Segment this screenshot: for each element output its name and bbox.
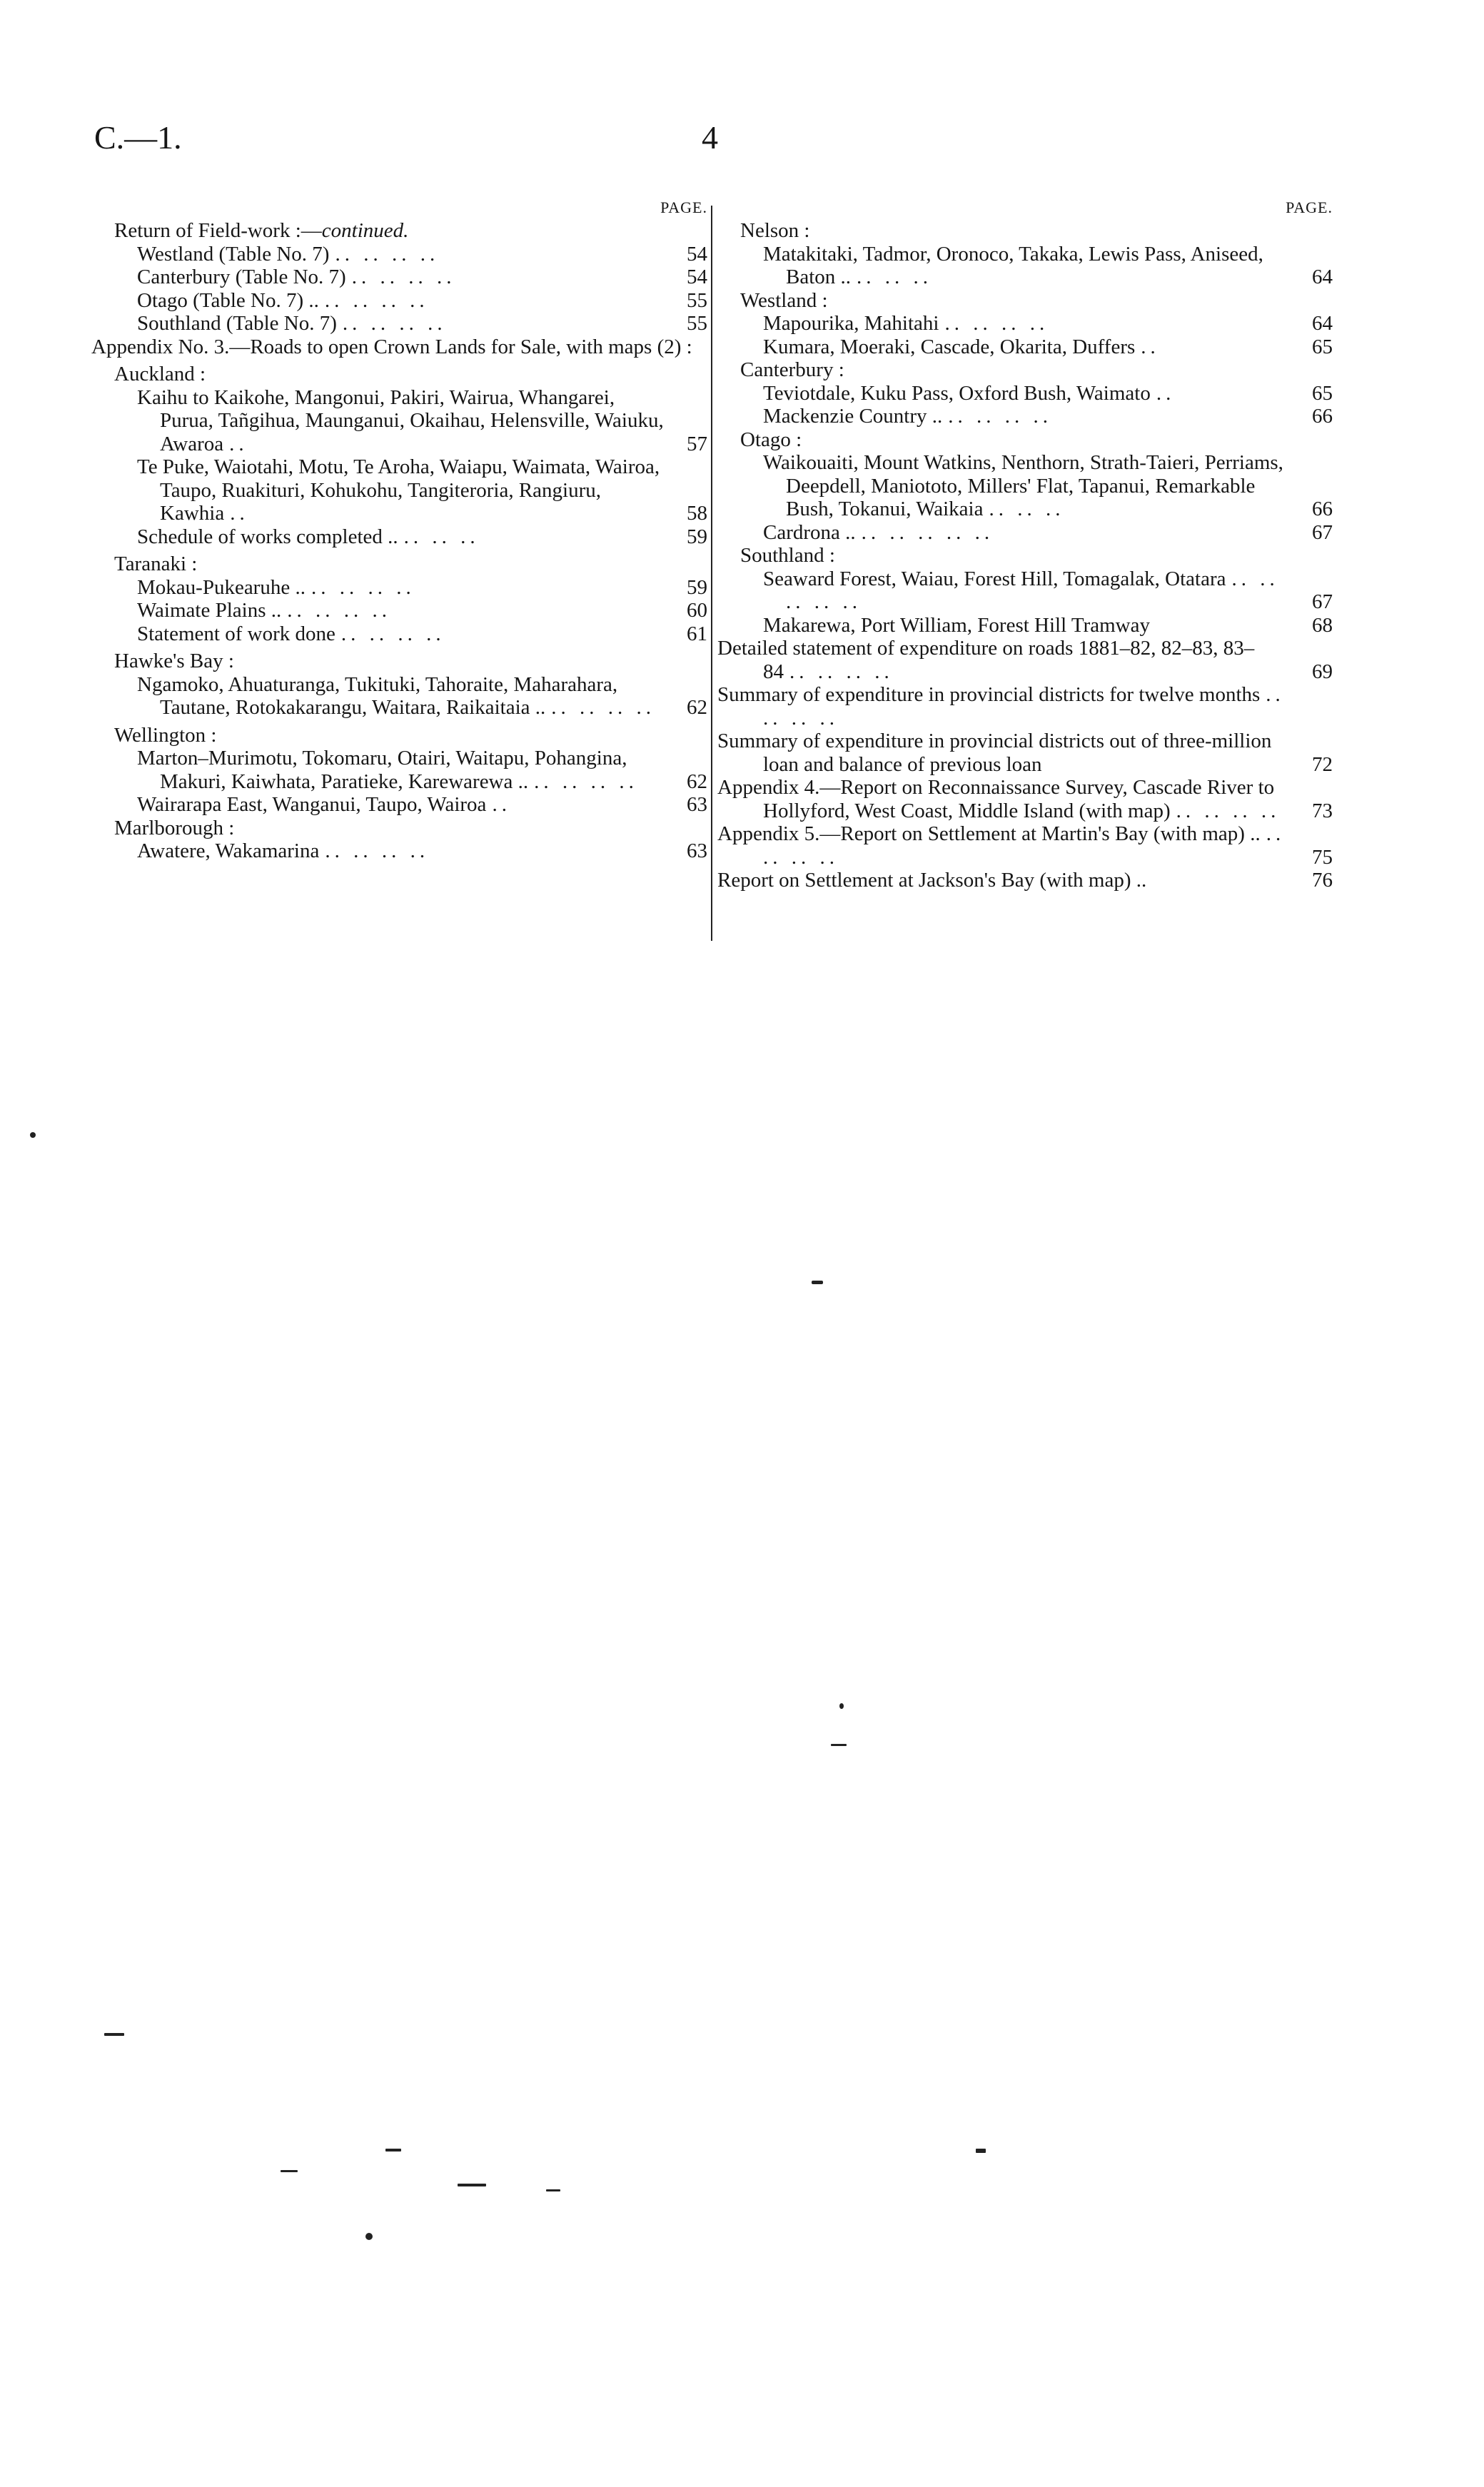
right-column xyxy=(717,196,1333,892)
entry-leader: .. .. .. .. xyxy=(789,660,894,683)
toc-entry xyxy=(91,312,707,336)
entry-leader: .. .. .. xyxy=(403,525,480,548)
entry-leader: .. .. .. .. xyxy=(763,683,1285,730)
entry-page: 55 xyxy=(687,312,707,335)
scan-speck xyxy=(385,2149,401,2151)
entry-label: Matakitaki, Tadmor, Oronoco, Takaka, Lewis Pass, Aniseed, Baton .. xyxy=(763,242,1263,288)
entry-page: 58 xyxy=(687,502,707,525)
entry-label: Mackenzie Country .. xyxy=(763,405,943,428)
entry-label: Seaward Forest, Waiau, Forest Hill, Tomagalak, Otatara xyxy=(763,567,1226,590)
appendix-3-heading: Appendix No. 3.—Roads to open Crown Lands for Sale, with maps (2) : xyxy=(91,335,692,358)
region-heading-hawkes-bay: Hawke's Bay : xyxy=(114,650,234,672)
entry-page: 69 xyxy=(1312,660,1333,683)
entry-page: 67 xyxy=(1312,520,1333,544)
entry-page: 62 xyxy=(687,696,707,719)
entry-leader: .. .. .. .. xyxy=(1176,799,1281,822)
entry-label: Detailed statement of expenditure on roads 1881–82, 82–83, 83–84 xyxy=(717,637,1255,683)
entry-label: Schedule of works completed .. xyxy=(137,525,398,548)
toc-entry xyxy=(717,451,1333,521)
entry-label: Otago (Table No. 7) .. xyxy=(137,288,319,312)
scan-speck xyxy=(281,2170,298,2172)
entry-page: 61 xyxy=(687,622,707,645)
entry-leader xyxy=(1146,869,1152,892)
entry-page: 54 xyxy=(687,266,707,288)
toc-entry xyxy=(717,521,1333,545)
entry-label: Waimate Plains .. xyxy=(137,599,282,622)
entry-label: Teviotdale, Kuku Pass, Oxford Bush, Waimato xyxy=(763,381,1151,405)
toc-entry xyxy=(91,266,707,289)
entry-page: 66 xyxy=(1312,405,1333,428)
entry-leader: .. .. .. xyxy=(857,266,933,288)
toc-entry xyxy=(91,747,707,793)
toc-entry xyxy=(717,683,1333,730)
region-heading-nelson: Nelson : xyxy=(740,219,810,242)
entry-label: Canterbury (Table No. 7) xyxy=(137,266,346,288)
entry-page: 64 xyxy=(1312,266,1333,288)
toc-entry xyxy=(717,336,1333,359)
toc-entry xyxy=(91,599,707,622)
entry-label: Cardrona .. xyxy=(763,520,856,544)
entry-leader: .. .. .. .. xyxy=(351,266,456,288)
scan-speck xyxy=(546,2189,560,2191)
entry-page: 66 xyxy=(1312,498,1333,520)
entry-leader: .. .. .. .. .. xyxy=(861,520,994,544)
entry-leader: .. .. .. .. xyxy=(342,312,447,335)
entry-leader: .. .. .. .. xyxy=(340,622,445,645)
toc-entry xyxy=(717,822,1333,869)
entry-leader: .. .. .. .. xyxy=(551,696,656,719)
toc-entry xyxy=(91,576,707,600)
entry-leader: .. .. .. .. xyxy=(335,242,440,266)
scan-speck xyxy=(458,2184,486,2186)
scan-speck xyxy=(976,2149,986,2153)
entry-label: Appendix 5.—Report on Settlement at Martin's Bay (with map) .. xyxy=(717,822,1261,845)
entry-label: Kaihu to Kaikohe, Mangonui, Pakiri, Wairua, Whangarei, Purua, Tañgihua, Maunganui, Okaihau, Helensville, Waiuku, Awaroa xyxy=(137,385,664,455)
toc-entry xyxy=(717,869,1333,892)
toc-entry xyxy=(91,839,707,863)
entry-page: 60 xyxy=(687,599,707,622)
toc-entry xyxy=(717,730,1333,776)
entry-label: Summary of expenditure in provincial districts for twelve months xyxy=(717,683,1261,706)
region-heading-otago: Otago : xyxy=(740,428,802,451)
page-column-label: PAGE. xyxy=(660,198,707,216)
toc-entry xyxy=(717,382,1333,405)
entry-label: Appendix 4.—Report on Reconnaissance Survey, Cascade River to Hollyford, West Coast, Middle Island (with map) xyxy=(717,776,1275,822)
column-divider xyxy=(711,206,712,941)
region-heading-marlborough: Marlborough : xyxy=(114,816,235,839)
entry-label: Southland (Table No. 7) xyxy=(137,312,337,335)
region-heading-westland: Westland : xyxy=(740,288,828,312)
entry-page: 64 xyxy=(1312,312,1333,335)
toc-entry xyxy=(91,455,707,525)
toc-entry xyxy=(91,622,707,646)
entry-leader: .. xyxy=(1156,381,1176,405)
entry-leader: .. .. .. .. xyxy=(311,575,415,599)
entry-label: Ngamoko, Ahuaturanga, Tukituki, Tahoraite, Maharahara, Tautane, Rotokakarangu, Waitara, Raikaitaia .. xyxy=(137,672,618,719)
entry-label: Awatere, Wakamarina xyxy=(137,839,320,862)
entry-label: Westland (Table No. 7) xyxy=(137,242,330,266)
region-heading-wellington: Wellington : xyxy=(114,723,217,747)
entry-page: 72 xyxy=(1312,752,1333,776)
scan-speck xyxy=(30,1132,36,1138)
entry-page: 62 xyxy=(687,770,707,793)
entry-page: 65 xyxy=(1312,381,1333,405)
toc-entry xyxy=(717,567,1333,614)
entry-page: 59 xyxy=(687,525,707,548)
entry-page: 76 xyxy=(1312,869,1333,892)
entry-label: Mapourika, Mahitahi xyxy=(763,312,939,335)
toc-entry xyxy=(717,405,1333,428)
entry-leader: .. xyxy=(229,432,248,455)
toc-entry xyxy=(717,776,1333,822)
entry-page: 65 xyxy=(1312,335,1333,358)
entry-leader: .. .. .. .. xyxy=(948,405,1053,428)
toc-entry xyxy=(717,312,1333,336)
entry-leader: .. .. .. xyxy=(989,498,1065,520)
scan-speck xyxy=(104,2033,124,2036)
entry-page: 63 xyxy=(687,839,707,862)
region-heading-taranaki: Taranaki : xyxy=(114,553,198,575)
entry-page: 54 xyxy=(687,242,707,266)
entry-leader: .. .. .. .. xyxy=(534,770,638,793)
region-heading-southland: Southland : xyxy=(740,544,835,567)
entry-label: Kumara, Moeraki, Cascade, Okarita, Duffers xyxy=(763,335,1136,358)
toc-entry xyxy=(91,525,707,549)
intro-italic: continued. xyxy=(321,219,409,242)
entry-leader: .. xyxy=(492,793,511,816)
entry-page: 57 xyxy=(687,432,707,455)
entry-page: 75 xyxy=(1312,845,1333,869)
entry-label: Te Puke, Waiotahi, Motu, Te Aroha, Waiapu, Waimata, Wairoa, Taupo, Ruakituri, Kohukohu, Tangiteroria, Rangiuru, Kawhia xyxy=(137,455,660,525)
page-number: 4 xyxy=(702,119,718,156)
entry-leader xyxy=(1150,614,1156,637)
entry-label: Waikouaiti, Mount Watkins, Nenthorn, Strath-Taieri, Perriams, Deepdell, Maniototo, Millers' Flat, Tapanui, Remarkable Bush, Tokanui, Waikaia xyxy=(763,451,1283,520)
entry-label: Mokau-Pukearuhe .. xyxy=(137,575,306,599)
toc-entry xyxy=(717,614,1333,637)
toc-entry xyxy=(717,637,1333,683)
entry-label: Makarewa, Port William, Forest Hill Tramway xyxy=(763,613,1150,637)
entry-leader: .. xyxy=(1141,335,1160,358)
entry-page: 73 xyxy=(1312,799,1333,822)
entry-label: Statement of work done xyxy=(137,622,335,645)
entry-leader: .. .. .. .. xyxy=(287,599,391,622)
page-column-label: PAGE. xyxy=(1286,198,1333,216)
region-heading-canterbury: Canterbury : xyxy=(740,358,844,381)
entry-page: 68 xyxy=(1312,613,1333,637)
toc-entry xyxy=(91,386,707,456)
scan-speck xyxy=(812,1281,823,1284)
toc-entry xyxy=(91,243,707,266)
entry-label: Summary of expenditure in provincial districts out of three-million loan and balance of previous loan xyxy=(717,730,1272,776)
entry-page: 63 xyxy=(687,793,707,816)
entry-page: 55 xyxy=(687,288,707,312)
scan-speck xyxy=(831,1744,847,1746)
scan-speck xyxy=(839,1703,844,1709)
toc-entry xyxy=(91,673,707,720)
entry-leader xyxy=(1042,753,1048,776)
entry-page: 67 xyxy=(1312,590,1333,613)
toc-entry xyxy=(717,243,1333,289)
scan-speck xyxy=(365,2233,373,2240)
entry-label: Wairarapa East, Wanganui, Taupo, Wairoa xyxy=(137,793,487,816)
intro-text: Return of Field-work :— xyxy=(114,219,322,242)
region-heading-auckland: Auckland : xyxy=(114,363,206,385)
section-intro xyxy=(91,219,707,243)
toc-entry xyxy=(91,793,707,817)
entry-leader: .. .. .. .. xyxy=(944,312,1049,335)
entry-leader: .. xyxy=(230,502,249,525)
document-code: C.—1. xyxy=(94,119,182,156)
entry-leader: .. .. .. .. xyxy=(324,288,429,312)
entry-page: 59 xyxy=(687,575,707,599)
entry-leader: .. .. .. .. xyxy=(325,839,430,862)
entry-leader: .. .. .. .. xyxy=(763,822,1286,869)
entry-leader: .. .. .. .. .. xyxy=(786,567,1279,613)
toc-entry xyxy=(91,289,707,313)
left-column xyxy=(91,196,707,863)
entry-label: Marton–Murimotu, Tokomaru, Otairi, Waitapu, Pohangina, Makuri, Kaiwhata, Paratieke, Karewarewa .. xyxy=(137,747,627,793)
entry-label: Report on Settlement at Jackson's Bay (with map) .. xyxy=(717,869,1147,892)
